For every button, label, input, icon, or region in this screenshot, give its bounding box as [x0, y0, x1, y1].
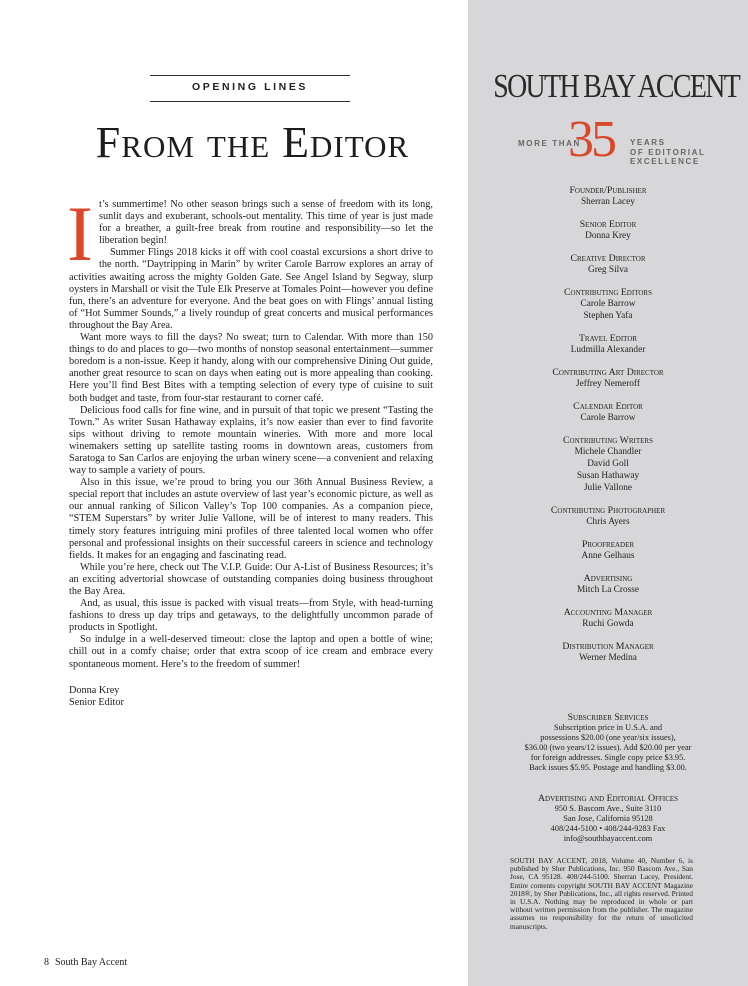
staff-group [488, 219, 728, 242]
tagline-years-line: YEARS [630, 138, 666, 147]
staff-name: Ludmilla Alexander [570, 345, 646, 355]
subscriber-services-heading: Subscriber Services [567, 712, 649, 723]
staff-name: Sherran Lacey [581, 197, 635, 207]
subscriber-line: for foreign addresses. Single copy price $3.95. [530, 753, 686, 762]
editorial-offices-heading: Advertising and Editorial Offices [537, 793, 679, 804]
staff-group [488, 641, 728, 664]
article-paragraph-5: Also in this issue, we’re proud to bring you our 36th Annual Business Review, a special report that includes an astute overview of last year’s economic picture, as well as our annual ranking of Silicon Valley’s Top 100 companies. As a companion piece, “STEM Superstars” by writer Julie Vallone, will be of interest to many readers. This timely story features intriguing mini profiles of three talented local women who offer personal and professional insights on their successful careers in science and technology fields. It makes for an engaging and fascinating read. [69, 477, 433, 561]
page-number: 8 [44, 957, 49, 968]
tagline-more-than: MORE THAN [518, 139, 581, 148]
staff-name: David Goll [587, 459, 629, 469]
staff-name: Carole Barrow [580, 299, 636, 309]
editorial-offices [488, 793, 728, 844]
page-title: From the Editor [95, 118, 410, 167]
subscriber-line: Back issues $5.95. Postage and handling $3.00. [529, 763, 687, 772]
staff-group [488, 607, 728, 630]
subscriber-line: Subscription price in U.S.A. and [553, 723, 663, 732]
staff-role: Travel Editor [578, 333, 638, 344]
staff-group [488, 505, 728, 528]
staff-role: Advertising [583, 573, 633, 584]
offices-email: info@southbayaccent.com [563, 834, 653, 843]
folio-publication: South Bay Accent [55, 957, 128, 968]
drop-cap: I [67, 190, 93, 277]
staff-name: Anne Gelhaus [581, 551, 635, 561]
staff-role: Contributing Writers [563, 435, 653, 446]
offices-phone: 408/244-5100 • 408/244-9283 Fax [550, 824, 666, 833]
staff-group [488, 253, 728, 276]
section-rule-bottom [150, 101, 350, 102]
staff-name: Chris Ayers [586, 517, 630, 527]
masthead-column [468, 0, 748, 986]
staff-name: Werner Medina [579, 653, 637, 663]
article-paragraph-4: Delicious food calls for fine wine, and in pursuit of that topic we present “Tasting the Town.” As writer Susan Hathaway explains, it’s now easier than ever to find favorite sips without driving to remote mountain wineries. With more and more local winemakers setting up satellite tasting rooms in downtown areas, customers from Saratoga to San Carlos are enjoying the urban winery scene—a convenient and relaxing way to sample a variety of pours. [69, 404, 433, 477]
subscriber-services [488, 712, 728, 773]
subscriber-line: $36.00 (two years/12 issues). Add $20.00 per year [524, 743, 692, 752]
staff-role: Contributing Art Director [552, 367, 664, 378]
article-body [67, 190, 433, 709]
signoff [69, 685, 433, 709]
folio [44, 957, 127, 968]
article-paragraph-2: Summer Flings 2018 kicks it off with cool coastal excursions a short drive to the north. “Daytripping in Marin” by writer Carole Barrow explores an array of activities awaiting across the mighty Golden Gate. See Angel Island by Segway, slurp oysters in Marshall or visit the Tule Elk Preserve at Tomales Point—however you define fun, there’s an adventure for everyone. And the beat goes on with Flings’ annual listing of “Hot Summer Sounds,” a lively roundup of great concerts and musical performances throughout the Bay Area. [69, 247, 433, 331]
staff-group [488, 401, 728, 424]
masthead-logo: SOUTH BAY ACCENT [493, 68, 740, 105]
section-label: OPENING LINES [191, 81, 309, 93]
article-paragraph-7: And, as usual, this issue is packed with visual treats—from Style, with head-turning fashions to dress up day trips and getaways, to the delightfully uncommon parade of products in Spotlight. [69, 598, 433, 634]
article-paragraph-1-text: t’s summertime! No other season brings such a sense of freedom with its long, sunlit days and exuberant, schools-out mentality. This time of year is just made for a breather, a guilt-free break from routine and responsibility—so let the liberation begin! [98, 199, 433, 247]
staff-role: Contributing Editors [564, 287, 652, 298]
tagline-number: 35 [568, 111, 614, 168]
staff-name: Susan Hathaway [576, 471, 640, 481]
subscriber-line: possessions $20.00 (one year/six issues), [540, 733, 676, 742]
article-paragraph-8: So indulge in a well-deserved timeout: close the laptop and open a bottle of wine; chill out in a comfy chaise; order that extra scoop of ice cream and embrace every spontaneous moment. Here’s to the freedom of summer! [69, 634, 433, 670]
article-paragraph-6: While you’re here, check out The V.I.P. Guide: Our A-List of Business Resources; it’s an exciting advertorial showcase of outstanding companies doing business throughout the Bay Area. [69, 561, 433, 597]
offices-city: San Jose, California 95128 [563, 814, 653, 823]
article-paragraph-3: Want more ways to fill the days? No sweat; turn to Calendar. With more than 150 things to do and places to go—two months of nonstop seasonal entertainment—summer boredom is a non-issue. Keep it handy, along with our comprehensive Dining Out guide, another great resource to scan on days when eating out is more appealing than cooking. Here you’ll find Best Bites with a tempting selection of every type of cuisine to suit both budget and taste, from four-star restaurant to corner café. [69, 332, 433, 404]
staff-name: Donna Krey [585, 231, 631, 241]
tagline-years-line: EXCELLENCE [630, 157, 700, 166]
staff-role: Senior Editor [579, 219, 637, 230]
staff-role: Creative Director [570, 253, 646, 264]
staff-role: Founder/Publisher [569, 185, 647, 196]
staff-name: Julie Vallone [583, 483, 633, 493]
staff-name: Michele Chandler [574, 447, 642, 457]
signoff-name: Donna Krey [69, 684, 120, 696]
staff-name: Mitch La Crosse [577, 585, 639, 595]
offices-address: 950 S. Bascom Ave., Suite 3110 [554, 804, 662, 813]
staff-group [488, 573, 728, 596]
staff-group [488, 435, 728, 494]
signoff-title: Senior Editor [69, 696, 124, 708]
section-rule-top [150, 75, 350, 76]
tagline-years [630, 138, 706, 167]
staff-group [488, 333, 728, 356]
tagline-years-line: OF EDITORIAL [630, 147, 706, 157]
staff-group [488, 287, 728, 322]
tagline [518, 111, 738, 168]
staff-role: Proofreader [581, 539, 635, 550]
legal-notice: SOUTH BAY ACCENT, 2018, Volume 40, Number 6, is published by Sher Publications, Inc. 950 Bascom Ave., San Jose, CA 95128. 408/244-5100. Sherran Lacey, President. Entire contents copyright SOUTH BAY ACCENT Magazine 2018®, by Sher Publications, Inc., all rights reserved. Printed in U.S.A. Nothing may be reproduced in whole or part without written permission from the publisher. The magazine assumes no responsibility for the return of unsolicited manuscripts. [510, 856, 693, 931]
staff-name: Stephen Yafa [583, 311, 633, 321]
staff-group [488, 185, 728, 208]
staff-role: Distribution Manager [562, 641, 654, 652]
article-paragraph-1 [67, 190, 433, 277]
staff-name: Greg Silva [587, 265, 629, 275]
staff-group [488, 539, 728, 562]
staff-role: Calendar Editor [573, 401, 643, 412]
staff-name: Ruchi Gowda [582, 619, 634, 629]
staff-role: Accounting Manager [563, 607, 653, 618]
staff-group [488, 367, 728, 390]
staff-name: Jeffrey Nemeroff [576, 379, 640, 389]
staff-role: Contributing Photographer [550, 505, 666, 516]
staff-list [488, 185, 728, 675]
staff-name: Carole Barrow [580, 413, 636, 423]
